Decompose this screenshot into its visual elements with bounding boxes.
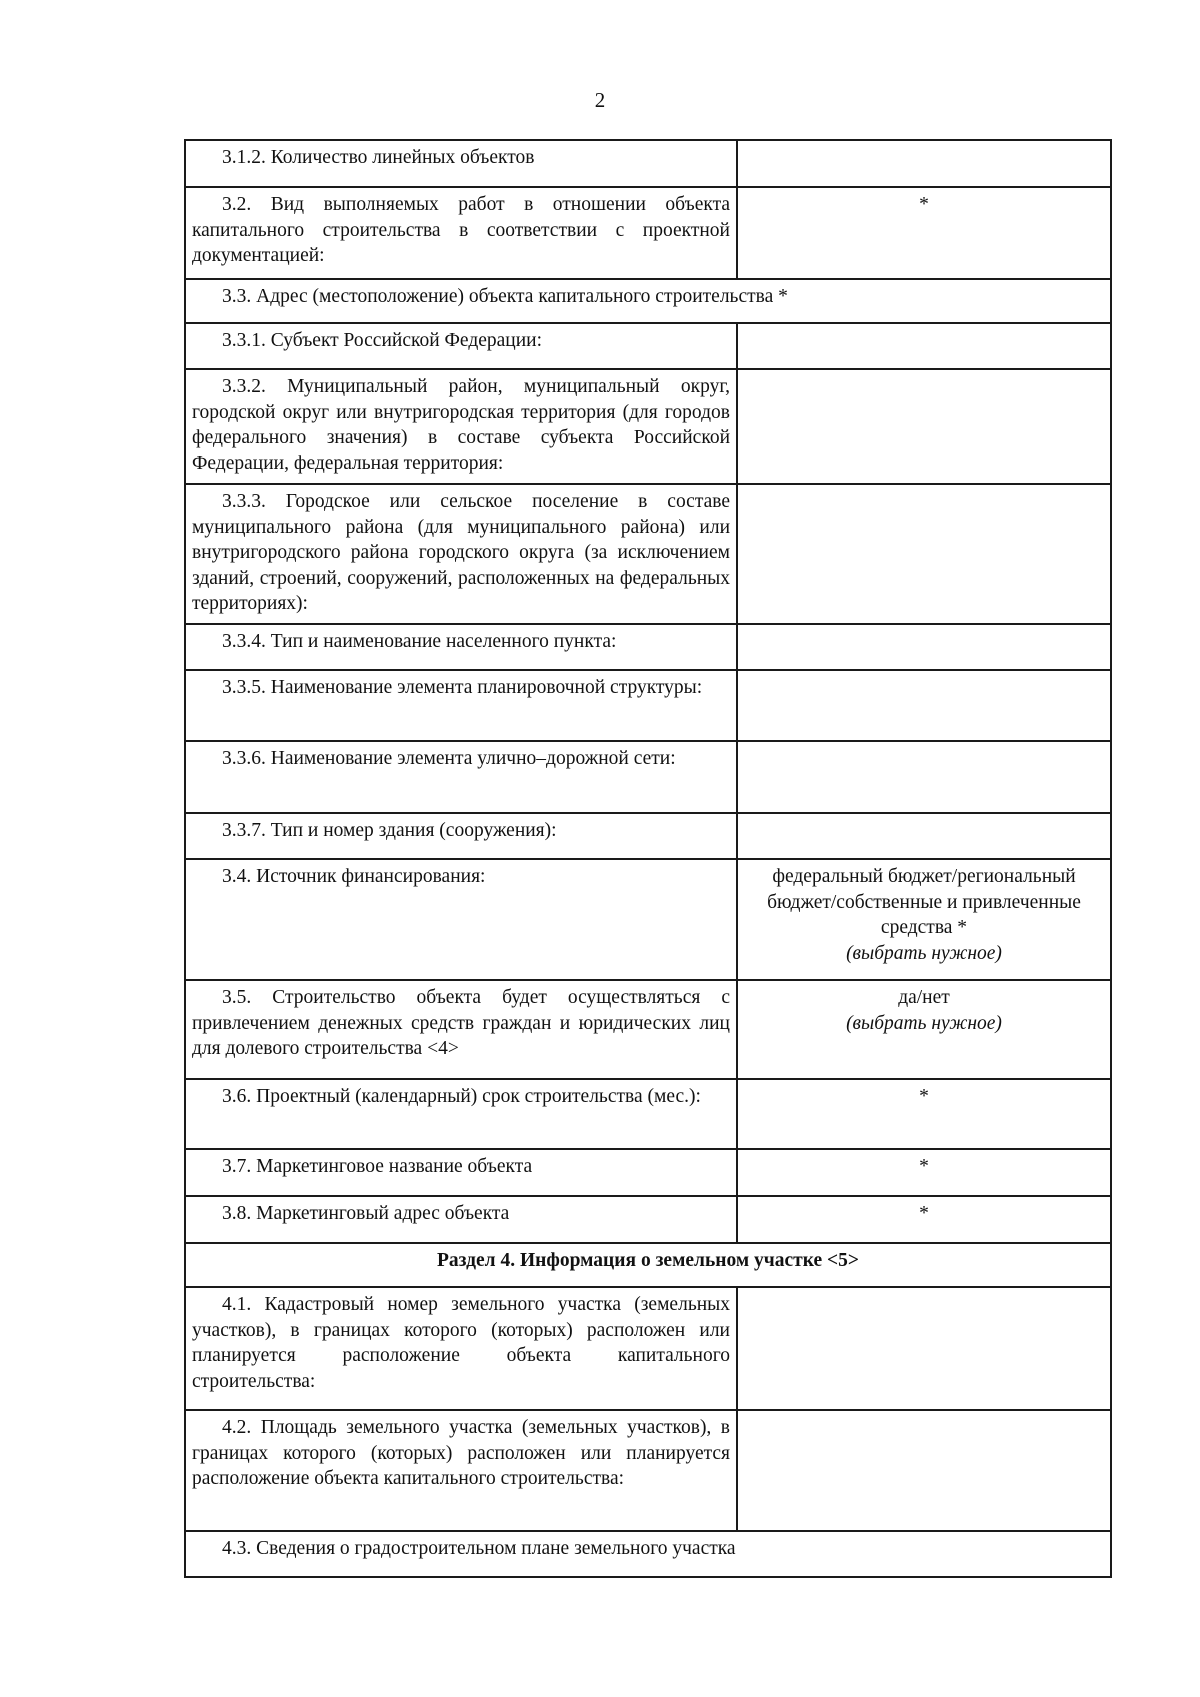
table-row-3-3-3 [185,484,1111,624]
table-row-3-7 [185,1149,1111,1196]
row-label: 3.4. Источник финансирования: [185,859,737,980]
row-label: 3.3.4. Тип и наименование населенного пункта: [185,624,737,670]
section-heading: Раздел 4. Информация о земельном участке <5> [185,1243,1111,1287]
row-label: 3.1.2. Количество линейных объектов [185,140,737,187]
row-value-cell [737,859,1111,980]
row-value: да/нет [898,987,950,1008]
table-row-section4 [185,1243,1111,1287]
row-label: 3.3.6. Наименование элемента улично–дорожной сети: [185,741,737,813]
table-row-4-1 [185,1287,1111,1410]
row-label: 4.2. Площадь земельного участка (земельных участков), в границах которого (которых) расположен или планируется расположение объекта капитального строительства: [185,1410,737,1531]
table-row-3-3 [185,279,1111,323]
row-value-cell [737,140,1111,187]
row-value: федеральный бюджет/региональный бюджет/собственные и привлеченные средства * [767,866,1081,938]
table-row-3-3-2 [185,369,1111,484]
table-row-3-3-1 [185,323,1111,369]
table-row-4-3 [185,1531,1111,1577]
row-value: * [919,1203,929,1224]
row-value: * [919,194,929,215]
row-label: 3.3.7. Тип и номер здания (сооружения): [185,813,737,859]
table-row-3-8 [185,1196,1111,1243]
row-label: 3.7. Маркетинговое название объекта [185,1149,737,1196]
table-row-3-3-6 [185,741,1111,813]
row-value-cell [737,624,1111,670]
table-row-4-2 [185,1410,1111,1531]
page-number: 2 [594,88,606,112]
table-row-3-6 [185,1079,1111,1149]
row-label: 3.3.2. Муниципальный район, муниципальный округ, городской округ или внутригородская территория (для городов федерального значения) в составе субъекта Российской Федерации, федеральная территория: [185,369,737,484]
row-label: 3.6. Проектный (календарный) срок строительства (мес.): [185,1079,737,1149]
row-value-cell [737,980,1111,1079]
row-value-cell [737,1079,1111,1149]
row-label: 3.3.1. Субъект Российской Федерации: [185,323,737,369]
row-value-cell [737,1410,1111,1531]
table-row-3-1-2 [185,140,1111,187]
row-value-cell [737,187,1111,279]
row-value-cell [737,1287,1111,1410]
row-value-cell [737,1196,1111,1243]
table-row-3-5 [185,980,1111,1079]
row-value-note: (выбрать нужное) [846,942,1002,964]
row-label: 3.5. Строительство объекта будет осуществляться с привлечением денежных средств граждан и юридических лиц для долевого строительства <4> [185,980,737,1079]
table-row-3-2 [185,187,1111,279]
row-label: 3.3.3. Городское или сельское поселение в составе муниципального района (для муниципального района) или внутригородского района городского округа (за исключением зданий, строений, сооружений, расположенных на федеральных территориях): [185,484,737,624]
table-row-3-3-5 [185,670,1111,741]
row-value-cell [737,369,1111,484]
table-row-3-3-7 [185,813,1111,859]
row-value: * [919,1086,929,1107]
row-value-cell [737,323,1111,369]
row-value-note: (выбрать нужное) [846,1012,1002,1034]
row-value-cell [737,1149,1111,1196]
row-label: 3.8. Маркетинговый адрес объекта [185,1196,737,1243]
form-table-body [185,140,1111,1577]
table-row-3-3-4 [185,624,1111,670]
row-label: 3.2. Вид выполняемых работ в отношении объекта капитального строительства в соответствии с проектной документацией: [185,187,737,279]
form-table [184,139,1112,1578]
row-value-cell [737,484,1111,624]
table-row-3-4 [185,859,1111,980]
row-label: 3.3.5. Наименование элемента планировочной структуры: [185,670,737,741]
row-value-cell [737,813,1111,859]
row-value-cell [737,741,1111,813]
row-label: 4.1. Кадастровый номер земельного участка (земельных участков), в границах которого (которых) расположен или планируется расположение объекта капитального строительства: [185,1287,737,1410]
row-label-full: 3.3. Адрес (местоположение) объекта капитального строительства * [185,279,1111,323]
row-value: * [919,1156,929,1177]
row-label-full: 4.3. Сведения о градостроительном плане земельного участка [185,1531,1111,1577]
row-value-cell [737,670,1111,741]
